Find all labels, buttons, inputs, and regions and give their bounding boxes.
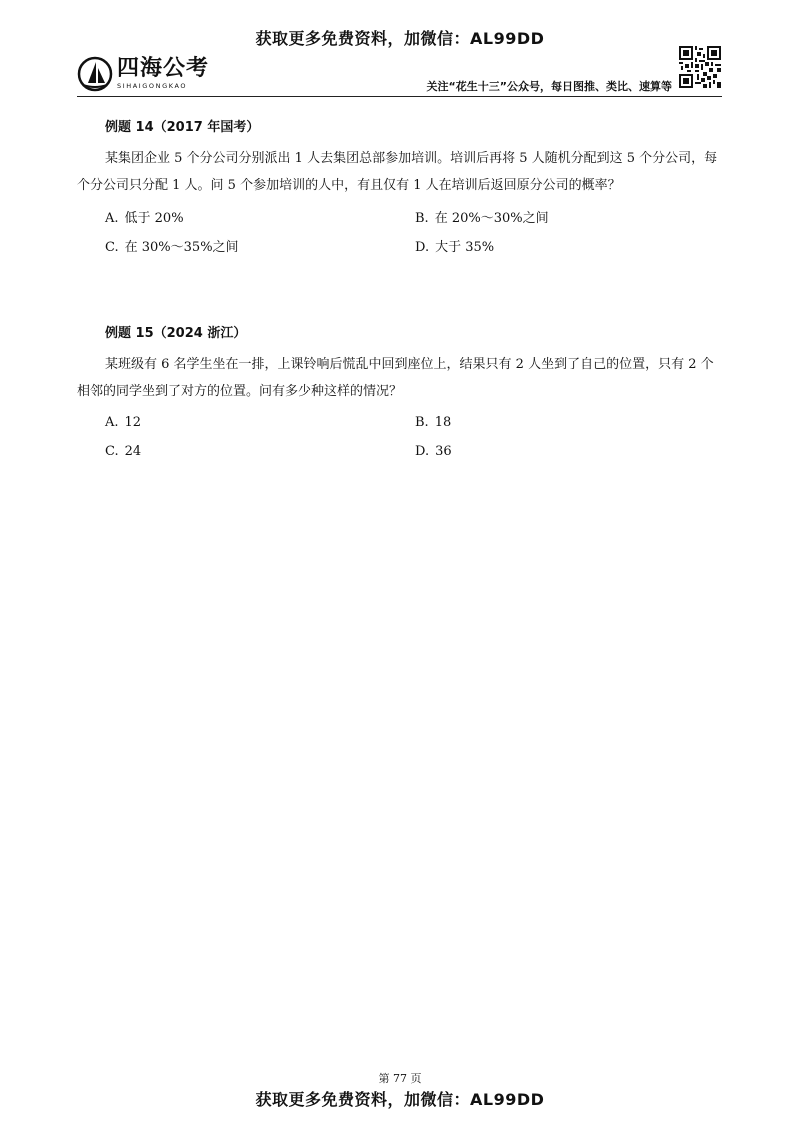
example-title: 例题 14（2017 年国考） (105, 120, 260, 135)
option-c: C. 在 30%～35%之间 (105, 240, 239, 255)
logo (77, 54, 209, 94)
header-subtitle: 关注“花生十三”公众号，每日图推、类比、速算等 (426, 80, 672, 93)
option-d: D. 大于 35% (415, 240, 495, 255)
option-d: D. 36 (415, 444, 452, 459)
option-a: A. 12 (105, 415, 142, 430)
qr-code-icon (679, 46, 721, 88)
example-title: 例题 15（2024 浙江） (105, 326, 247, 341)
logo-subtitle: SIHAIGONGKAO (117, 82, 188, 90)
options-list (77, 202, 722, 260)
option-a: A. 低于 20% (105, 211, 184, 226)
options-list (77, 408, 722, 466)
header-divider (77, 96, 722, 97)
option-c: C. 24 (105, 444, 142, 459)
example-14 (77, 116, 722, 260)
example-question: 某班级有 6 名学生坐在一排，上课铃响后慌乱中回到座位上，结果只有 2 人坐到了自己的位置，只有 2 个相邻的同学坐到了对方的位置。问有多少种这样的情况？ (77, 357, 714, 399)
sail-logo-icon (77, 56, 113, 92)
option-b: B. 在 20%～30%之间 (415, 211, 549, 226)
example-15 (77, 322, 722, 466)
example-question: 某集团企业 5 个分公司分别派出 1 人去集团总部参加培训。培训后再将 5 人随机分配到这 5 个分公司，每个分公司只分配 1 人。问 5 个参加培训的人中，有且仅有 1 人在培训后返回原分公司的概率？ (77, 151, 718, 193)
bottom-banner: 获取更多免费资料，加微信：AL99DD (255, 1090, 545, 1109)
logo-name: 四海公考 (117, 56, 210, 81)
option-b: B. 18 (415, 415, 452, 430)
top-banner: 获取更多免费资料，加微信：AL99DD (255, 29, 545, 48)
page-number: 第 77 页 (378, 1072, 422, 1085)
